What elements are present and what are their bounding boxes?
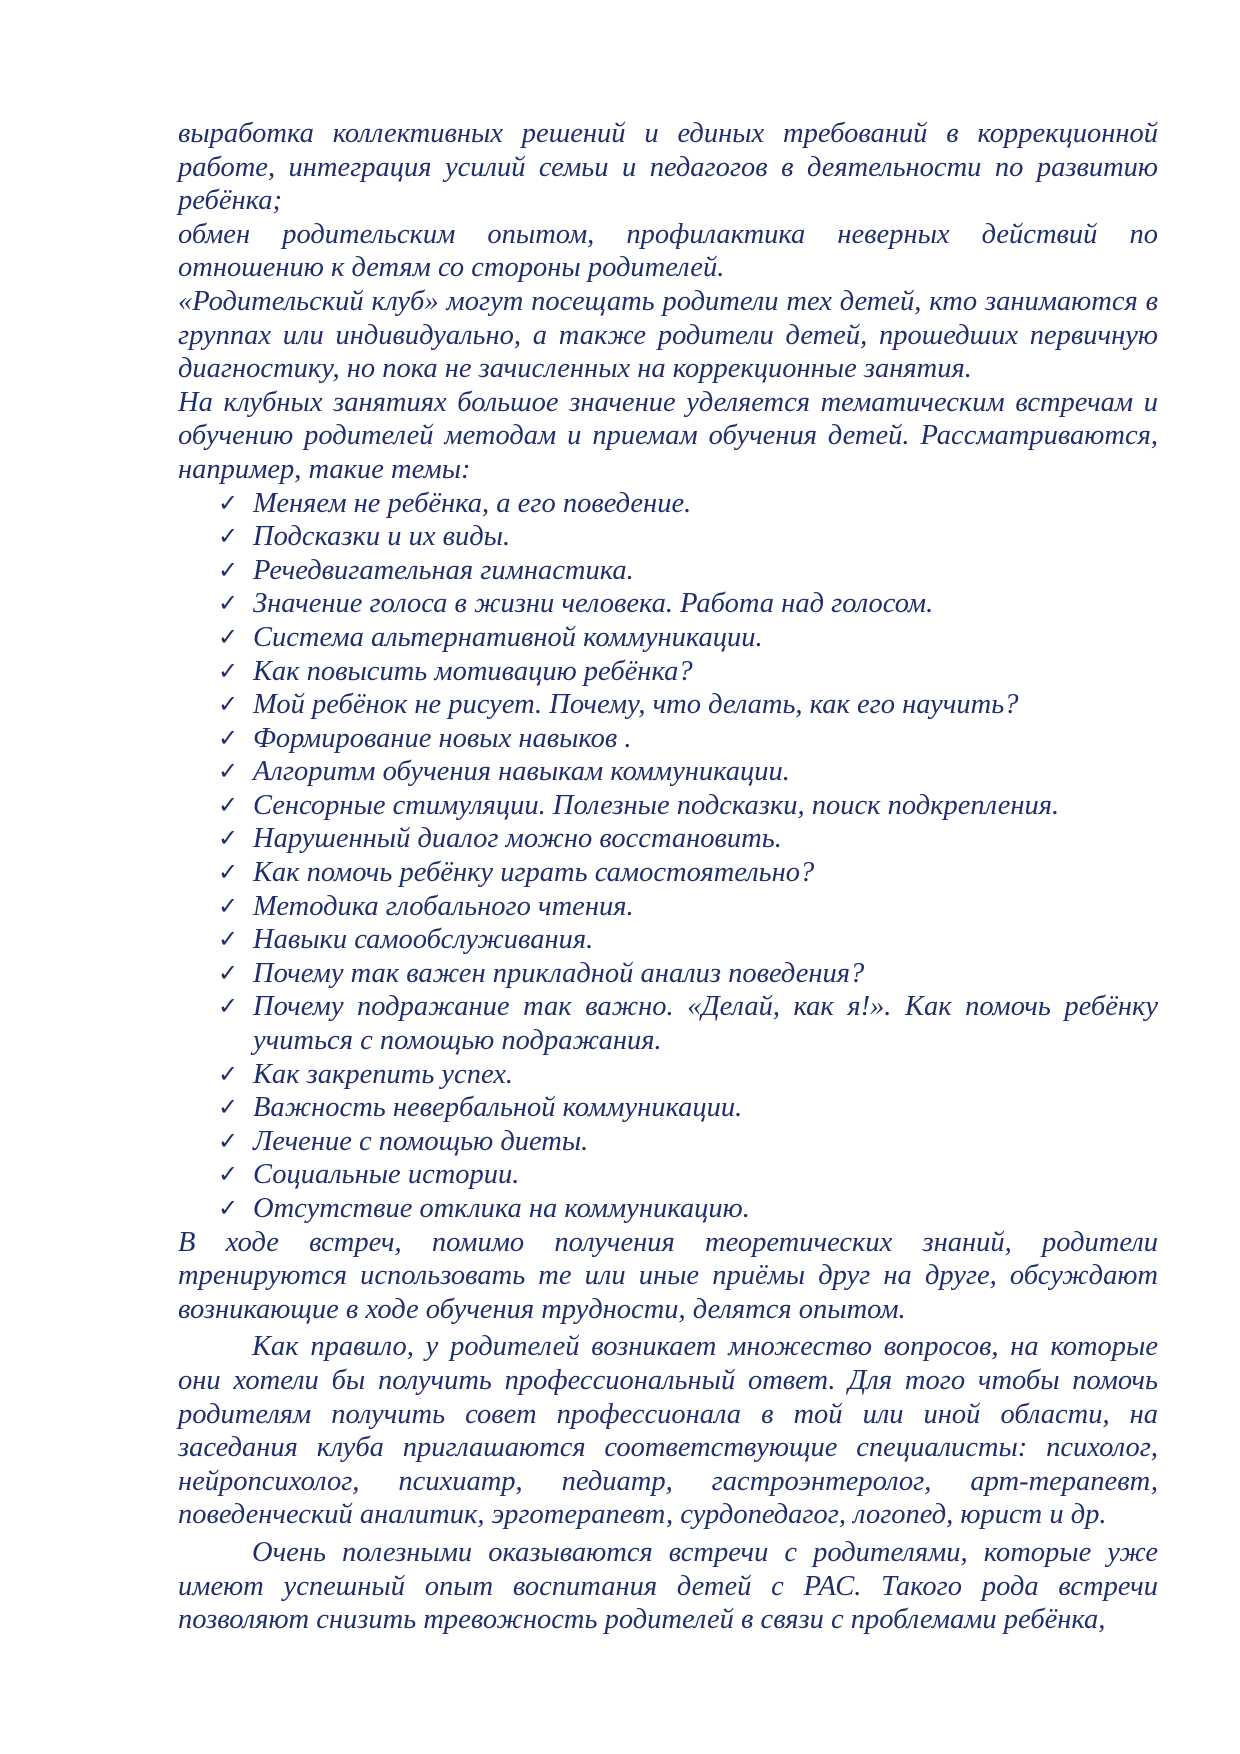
checkmark-icon: ✓ (218, 891, 239, 920)
paragraph-experience-exchange: обмен родительским опытом, профилактика неверных действий по отношению к детям со стороны родителей. (178, 218, 1158, 284)
list-item-text: Формирование новых навыков . (253, 722, 632, 754)
list-item-text: Меняем не ребёнка, а его поведение. (253, 487, 692, 519)
checkmark-icon: ✓ (218, 656, 239, 685)
list-item (218, 487, 1158, 521)
list-item-text: Социальные истории. (253, 1159, 520, 1191)
paragraph-collective-decisions: выработка коллективных решений и единых требований в коррекционной работе, интеграция усилий семьи и педагогов в деятельности по развитию ребёнка; (178, 118, 1158, 217)
list-item (218, 1091, 1158, 1125)
list-item (218, 554, 1158, 588)
checkmark-icon: ✓ (218, 690, 239, 719)
paragraph-club-attendance: «Родительский клуб» могут посещать родители тех детей, кто занимаются в группах или индивидуально, а также родители детей, прошедших первичную диагностику, но пока не зачисленных на коррекционные занятия. (178, 285, 1158, 385)
list-item-text: Как закрепить успех. (253, 1058, 514, 1090)
checkmark-icon: ✓ (218, 622, 239, 651)
list-item (218, 655, 1158, 689)
list-item-text: Отсутствие отклика на коммуникацию. (253, 1193, 750, 1224)
checkmark-icon: ✓ (218, 589, 239, 618)
list-item (218, 722, 1158, 756)
document-page (178, 117, 1158, 1637)
list-item (218, 688, 1158, 722)
checkmark-icon: ✓ (218, 488, 239, 517)
checkmark-icon: ✓ (218, 925, 239, 954)
list-item-text: Методика глобального чтения. (253, 890, 634, 922)
checkmark-icon: ✓ (218, 1194, 239, 1222)
list-item (218, 789, 1158, 823)
paragraph-experienced-parents: Очень полезными оказываются встречи с родителями, которые уже имеют успешный опыт воспитания детей с РАС. Такого рода встречи позволяют снизить тревожность родителей в связи с проблемами ребёнка, (178, 1536, 1158, 1636)
list-item-text: Подсказки и их виды. (253, 521, 511, 553)
checkmark-icon: ✓ (218, 858, 239, 887)
checkmark-icon: ✓ (218, 992, 239, 1021)
checkmark-icon: ✓ (218, 1059, 239, 1088)
list-item-text: Речедвигательная гимнастика. (253, 554, 634, 586)
list-item (218, 990, 1158, 1057)
list-item-text: Лечение с помощью диеты. (253, 1125, 589, 1157)
list-item (218, 1058, 1158, 1092)
list-item-text: Почему так важен прикладной анализ поведения? (253, 957, 865, 989)
paragraph-topics-intro: На клубных занятиях большое значение уделяется тематическим встречам и обучению родителей методам и приемам обучения детей. Рассматриваются, например, такие темы: (178, 386, 1158, 485)
list-item-text: Важность невербальной коммуникации. (253, 1092, 743, 1124)
list-item (218, 1192, 1158, 1226)
list-item (218, 520, 1158, 554)
list-item (218, 957, 1158, 991)
checkmark-icon: ✓ (218, 522, 239, 551)
checkmark-icon: ✓ (218, 757, 239, 786)
topics-list (178, 487, 1158, 1226)
list-item-text: Сенсорные стимуляции. Полезные подсказки, поиск подкрепления. (253, 789, 1060, 821)
list-item (218, 890, 1158, 924)
checkmark-icon: ✓ (218, 1126, 239, 1155)
checkmark-icon: ✓ (218, 958, 239, 987)
list-item-text: Нарушенный диалог можно восстановить. (253, 823, 782, 855)
checkmark-icon: ✓ (218, 1093, 239, 1122)
checkmark-icon: ✓ (218, 555, 239, 584)
list-item (218, 1125, 1158, 1159)
list-item-text: Система альтернативной коммуникации. (253, 621, 763, 653)
checkmark-icon: ✓ (218, 824, 239, 853)
list-item (218, 1158, 1158, 1192)
list-item-text: Почему подражание так важно. «Делай, как я!». Как помочь ребёнку учиться с помощью подражания. (253, 991, 1158, 1057)
checkmark-icon: ✓ (218, 1160, 239, 1189)
list-item (218, 856, 1158, 890)
checkmark-icon: ✓ (218, 790, 239, 819)
list-item (218, 822, 1158, 856)
paragraph-meetings-practice: В ходе встреч, помимо получения теоретических знаний, родители тренируются использовать те или иные приёмы друг на друге, обсуждают возникающие в ходе обучения трудности, делятся опытом. (178, 1226, 1158, 1325)
list-item-text: Как повысить мотивацию ребёнка? (253, 655, 693, 687)
list-item (218, 587, 1158, 621)
list-item (218, 923, 1158, 957)
list-item-text: Как помочь ребёнку играть самостоятельно? (253, 857, 815, 889)
paragraph-specialists: Как правило, у родителей возникает множество вопросов, на которые они хотели бы получить профессиональный ответ. Для того чтобы помочь родителям получить совет профессионала в той или иной области, на заседания клуба приглашаются соответствующие специалисты: психолог, нейропсихолог, психиатр, педиатр, гастроэнтеролог, арт-терапевт, поведенческий аналитик, эрготерапевт, сурдопедагог, логопед, юрист и др. (178, 1331, 1158, 1531)
list-item-text: Навыки самообслуживания. (253, 924, 594, 956)
list-item (218, 755, 1158, 789)
list-item-text: Алгоритм обучения навыкам коммуникации. (253, 756, 790, 788)
checkmark-icon: ✓ (218, 723, 239, 752)
list-item-text: Мой ребёнок не рисует. Почему, что делать, как его научить? (253, 689, 1019, 721)
list-item (218, 621, 1158, 655)
list-item-text: Значение голоса в жизни человека. Работа над голосом. (253, 588, 934, 620)
